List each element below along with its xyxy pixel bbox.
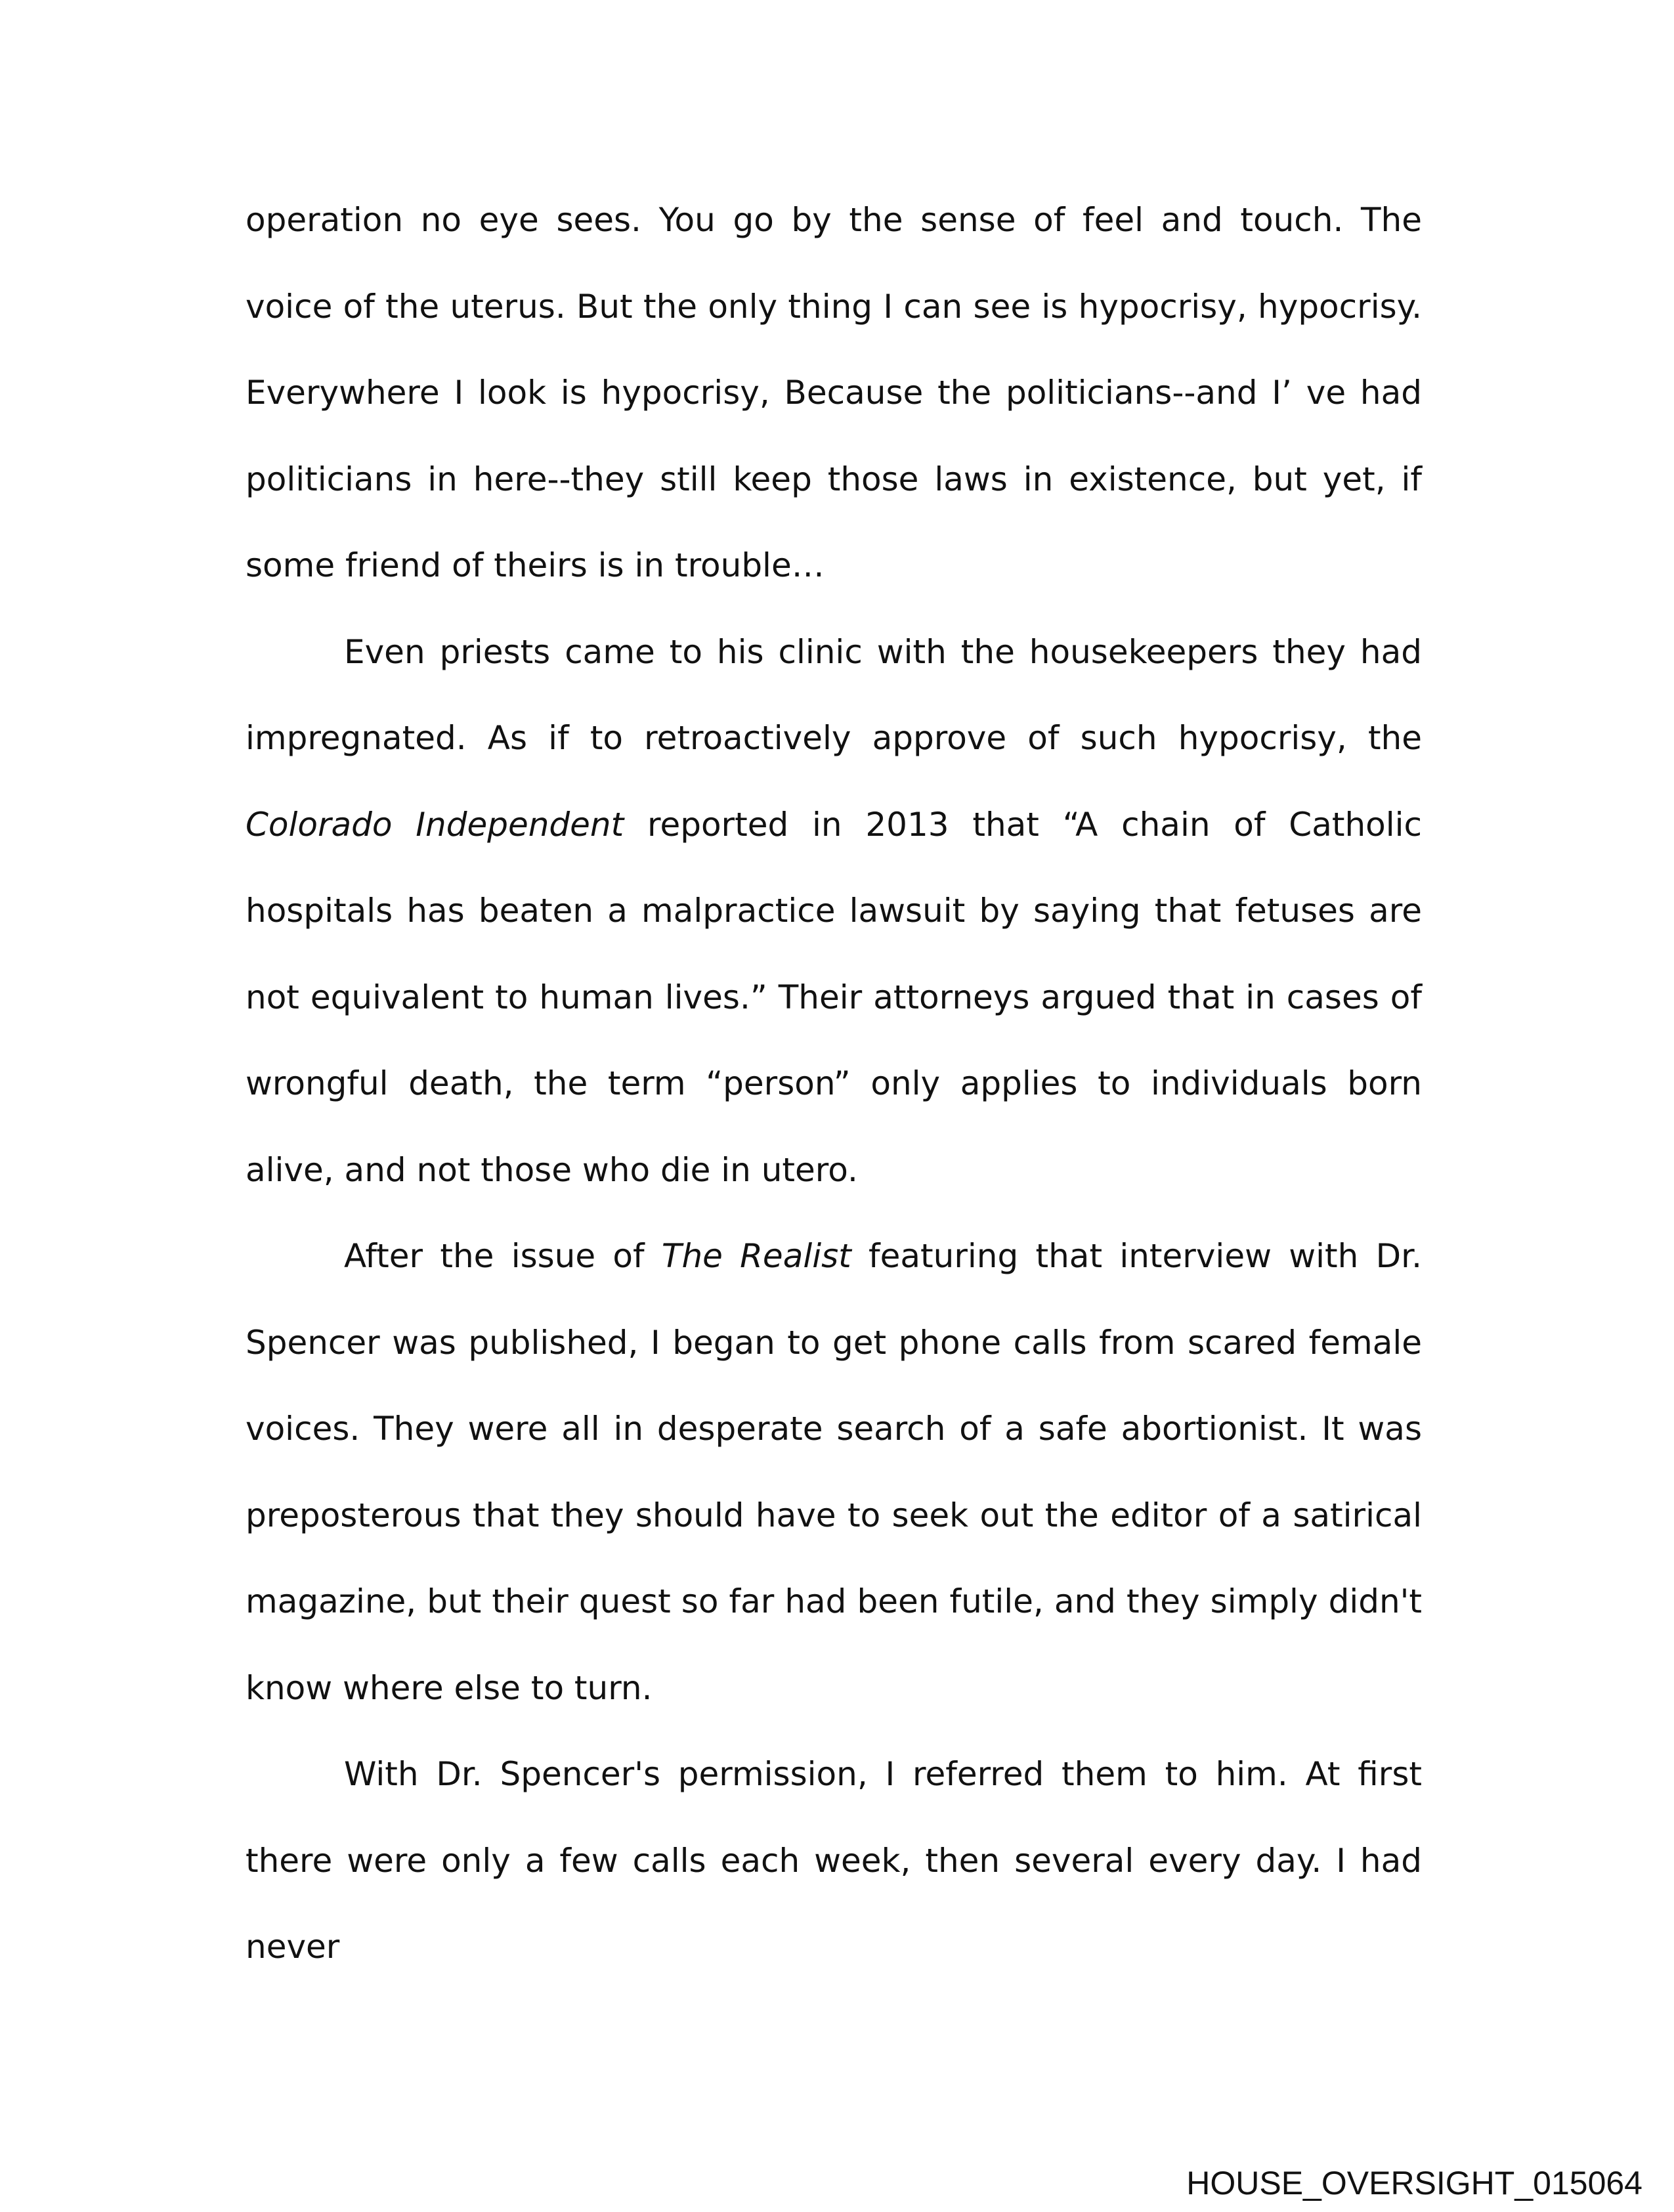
paragraph-text: reported in 2013 that “A chain of Catholic hospitals has beaten a malpractice lawsuit by saying that fetuses are not equivalent to human lives.” Their attorneys argued that in cases of wrongful death, the term “person” only applies to individuals born alive, and not those who die in utero. bbox=[246, 805, 1422, 1189]
paragraph-4 bbox=[246, 1731, 1422, 1991]
document-id-stamp: HOUSE_OVERSIGHT_015064 bbox=[1186, 2165, 1642, 2201]
body-text bbox=[246, 177, 1422, 1991]
italic-title: Colorado Independent bbox=[246, 805, 624, 844]
italic-title: The Realist bbox=[661, 1237, 851, 1275]
paragraph-text: With Dr. Spencer's permission, I referred them to him. At first there were only a few calls each week, then several every day. I had never bbox=[246, 1755, 1422, 1966]
paragraph-text: After the issue of bbox=[344, 1237, 662, 1275]
paragraph-3 bbox=[246, 1213, 1422, 1731]
paragraph-text: operation no eye sees. You go by the sense of feel and touch. The voice of the uterus. But the only thing I can see is hypocrisy, hypocrisy. Everywhere I look is hypocrisy, Because the politicians--and I’ ve had politicians in here--they still keep those laws in existence, but yet, if some friend of theirs is in trouble… bbox=[246, 201, 1422, 584]
paragraph-2 bbox=[246, 609, 1422, 1214]
paragraph-1 bbox=[246, 177, 1422, 609]
paragraph-text: Even priests came to his clinic with the housekeepers they had impregnated. As if to retroactively approve of such hypocrisy, the bbox=[246, 632, 1422, 757]
paragraph-text: featuring that interview with Dr. Spencer was published, I began to get phone calls from scared female voices. They were all in desperate search of a safe abortionist. It was preposterous that they should have to seek out the editor of a satirical magazine, but their quest so far had been futile, and they simply didn't know where else to turn. bbox=[246, 1237, 1422, 1707]
